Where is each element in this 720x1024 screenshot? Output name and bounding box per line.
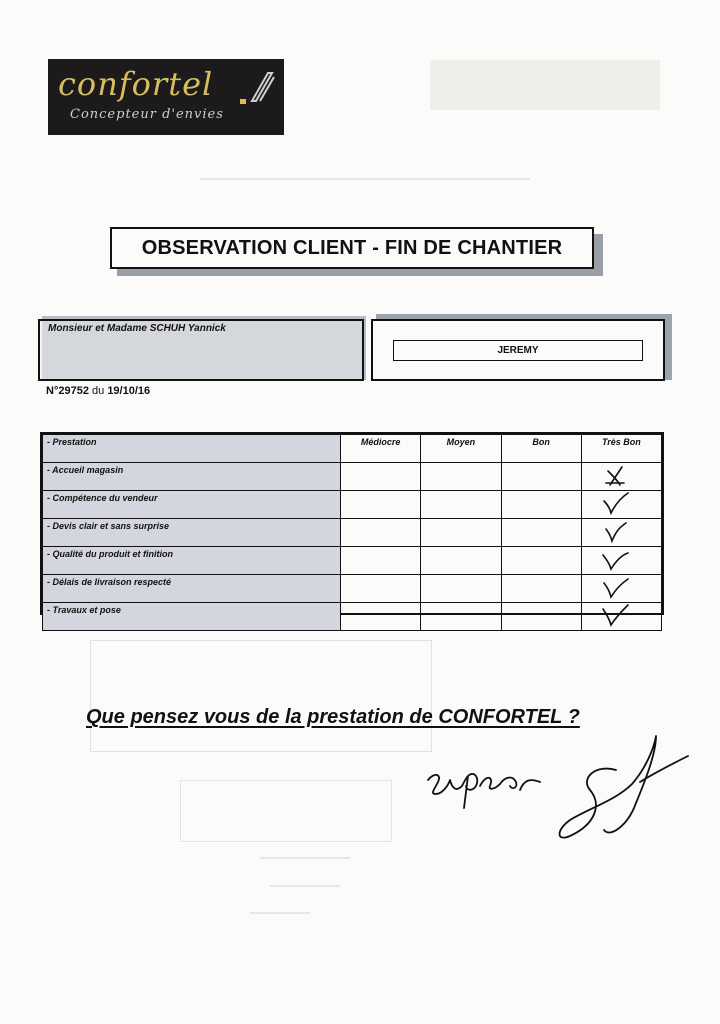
agent-box (371, 319, 665, 381)
handwritten-check-icon (600, 575, 630, 599)
handwritten-check-icon (600, 547, 630, 571)
rating-cell-moyen (421, 463, 501, 491)
column-bon: Bon (501, 435, 581, 463)
criterion-row (43, 547, 662, 575)
column-moyen: Moyen (421, 435, 501, 463)
rating-cell-bon (501, 463, 581, 491)
reference-connector: du (92, 385, 105, 397)
rating-cell-moyen (421, 603, 501, 631)
rating-cell-moyen (421, 491, 501, 519)
rating-cell-moyen (421, 575, 501, 603)
logo-tagline: Concepteur d'envies (70, 107, 224, 122)
logo-slash-mark (238, 67, 278, 107)
criterion-row (43, 603, 662, 631)
scan-artifact (270, 885, 340, 887)
rating-cell-bon (501, 603, 581, 631)
rating-cell-moyen (421, 547, 501, 575)
scan-artifact (250, 912, 310, 914)
scan-artifact (200, 178, 530, 180)
evaluation-table (42, 434, 662, 631)
handwritten-check-icon (600, 519, 630, 543)
scan-artifact (180, 780, 392, 842)
criterion-label: - Compétence du vendeur (43, 491, 341, 519)
scan-artifact (90, 640, 432, 752)
rating-cell-tres-bon (581, 575, 661, 603)
scan-artifact (260, 857, 350, 859)
criterion-label: - Accueil magasin (43, 463, 341, 491)
feedback-question: Que pensez vous de la prestation de CONFORTEL ? (86, 706, 580, 728)
client-name: Monsieur et Madame SCHUH Yannick (48, 323, 226, 334)
rating-cell-tres-bon (581, 519, 661, 547)
criterion-label: - Devis clair et sans surprise (43, 519, 341, 547)
criterion-label: - Délais de livraison respecté (43, 575, 341, 603)
criterion-label: - Travaux et pose (43, 603, 341, 631)
rating-cell-moyen (421, 519, 501, 547)
reference-number: N°29752 (46, 385, 89, 397)
handwritten-answer-and-signature (420, 728, 700, 848)
reference-date: 19/10/16 (107, 385, 151, 397)
evaluation-grid (40, 432, 664, 615)
rating-cell-mediocre (341, 575, 421, 603)
header-prestation: - Prestation (43, 435, 341, 463)
agent-name: JEREMY (497, 345, 539, 356)
rating-cell-tres-bon (581, 463, 661, 491)
rating-cell-bon (501, 519, 581, 547)
rating-cell-tres-bon (581, 547, 661, 575)
reference-line (46, 385, 150, 397)
grid-header-row (43, 435, 662, 463)
criterion-row (43, 519, 662, 547)
client-box (38, 319, 364, 381)
handwritten-check-icon (600, 491, 630, 515)
confortel-logo (48, 59, 284, 135)
title-box (110, 227, 594, 269)
criterion-row (43, 575, 662, 603)
column-tres-bon: Très Bon (581, 435, 661, 463)
rating-cell-mediocre (341, 519, 421, 547)
rating-cell-mediocre (341, 491, 421, 519)
agent-name-field (393, 340, 643, 361)
handwritten-check-icon (600, 603, 630, 627)
rating-cell-bon (501, 491, 581, 519)
criterion-row (43, 463, 662, 491)
rating-cell-mediocre (341, 603, 421, 631)
rating-cell-bon (501, 547, 581, 575)
column-mediocre: Médiocre (341, 435, 421, 463)
criterion-row (43, 491, 662, 519)
rating-cell-tres-bon (581, 603, 661, 631)
rating-cell-mediocre (341, 463, 421, 491)
logo-wordmark: confortel (58, 65, 214, 103)
scan-artifact (430, 60, 660, 110)
rating-cell-bon (501, 575, 581, 603)
handwritten-check-icon (600, 463, 630, 487)
rating-cell-mediocre (341, 547, 421, 575)
rating-cell-tres-bon (581, 491, 661, 519)
criterion-label: - Qualité du produit et finition (43, 547, 341, 575)
document-title: OBSERVATION CLIENT - FIN DE CHANTIER (141, 236, 563, 259)
